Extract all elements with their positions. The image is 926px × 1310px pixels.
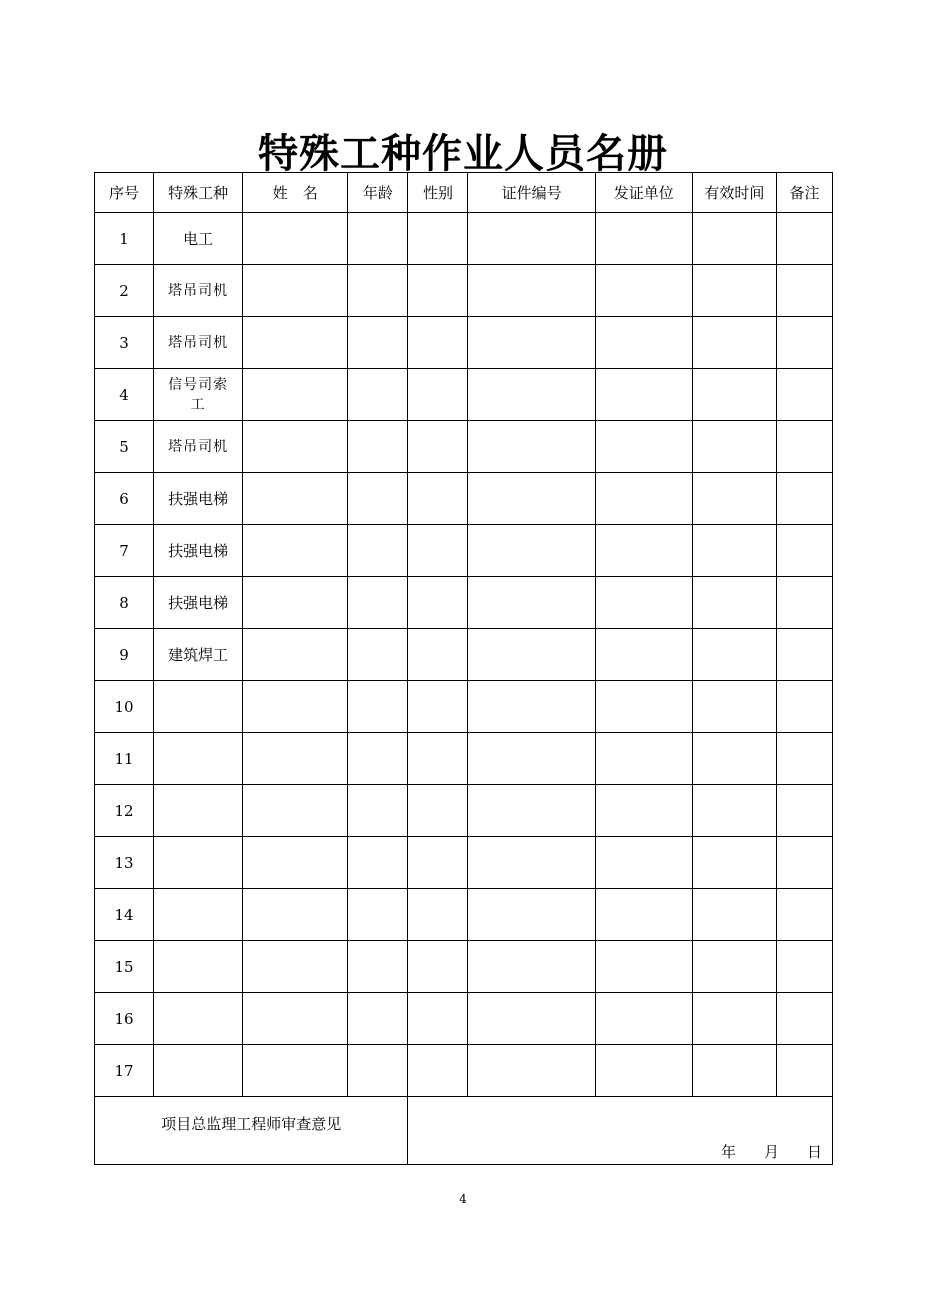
- cell-age[interactable]: [348, 213, 408, 265]
- cell-trade: 建筑焊工: [154, 629, 243, 681]
- cell-remarks[interactable]: [776, 629, 832, 681]
- cell-name[interactable]: [243, 265, 348, 317]
- cell-gender[interactable]: [408, 577, 468, 629]
- cell-no: 11: [95, 733, 154, 785]
- cell-remarks[interactable]: [776, 577, 832, 629]
- cell-gender[interactable]: [408, 629, 468, 681]
- table-row: [95, 733, 833, 785]
- cell-certificate[interactable]: [468, 577, 595, 629]
- cell-validity[interactable]: [692, 213, 776, 265]
- table-row: [95, 889, 833, 941]
- cell-remarks[interactable]: [776, 785, 832, 837]
- table-row: [95, 941, 833, 993]
- cell-age[interactable]: [348, 1045, 408, 1097]
- cell-issuer[interactable]: [595, 629, 692, 681]
- cell-no: 12: [95, 785, 154, 837]
- cell-issuer[interactable]: [595, 369, 692, 421]
- cell-issuer[interactable]: [595, 473, 692, 525]
- cell-no: 2: [95, 265, 154, 317]
- table-row: [95, 265, 833, 317]
- cell-certificate[interactable]: [468, 889, 595, 941]
- cell-trade: [154, 785, 243, 837]
- cell-remarks[interactable]: [776, 941, 832, 993]
- cell-trade: 信号司索工: [154, 369, 243, 421]
- date-month: 月: [763, 1143, 779, 1161]
- cell-age[interactable]: [348, 993, 408, 1045]
- cell-certificate[interactable]: [468, 1045, 595, 1097]
- cell-certificate[interactable]: [468, 317, 595, 369]
- page-title: 特殊工种作业人员名册: [258, 130, 668, 177]
- cell-validity[interactable]: [692, 265, 776, 317]
- cell-remarks[interactable]: [776, 369, 832, 421]
- cell-issuer[interactable]: [595, 577, 692, 629]
- cell-name[interactable]: [243, 733, 348, 785]
- cell-issuer[interactable]: [595, 837, 692, 889]
- cell-no: 9: [95, 629, 154, 681]
- review-label: 项目总监理工程师审查意见: [95, 1097, 408, 1165]
- cell-validity[interactable]: [692, 317, 776, 369]
- cell-validity[interactable]: [692, 629, 776, 681]
- cell-trade: [154, 681, 243, 733]
- cell-remarks[interactable]: [776, 317, 832, 369]
- table-row: [95, 421, 833, 473]
- cell-validity[interactable]: [692, 473, 776, 525]
- cell-name[interactable]: [243, 213, 348, 265]
- cell-issuer[interactable]: [595, 993, 692, 1045]
- cell-issuer[interactable]: [595, 889, 692, 941]
- cell-certificate[interactable]: [468, 213, 595, 265]
- cell-name[interactable]: [243, 369, 348, 421]
- table-row: [95, 473, 833, 525]
- table-row: [95, 317, 833, 369]
- cell-age[interactable]: [348, 265, 408, 317]
- cell-gender[interactable]: [408, 525, 468, 577]
- cell-certificate[interactable]: [468, 993, 595, 1045]
- cell-gender[interactable]: [408, 369, 468, 421]
- cell-issuer[interactable]: [595, 525, 692, 577]
- cell-name[interactable]: [243, 629, 348, 681]
- personnel-roster-table: [94, 172, 833, 1165]
- cell-trade: [154, 1045, 243, 1097]
- date-day: 日: [806, 1143, 822, 1161]
- table-row: [95, 837, 833, 889]
- header-remarks: 备注: [776, 173, 832, 213]
- table-row: [95, 993, 833, 1045]
- cell-remarks[interactable]: [776, 213, 832, 265]
- cell-no: 14: [95, 889, 154, 941]
- cell-remarks[interactable]: [776, 1045, 832, 1097]
- cell-name[interactable]: [243, 941, 348, 993]
- cell-issuer[interactable]: [595, 317, 692, 369]
- cell-certificate[interactable]: [468, 629, 595, 681]
- cell-trade: 电工: [154, 213, 243, 265]
- cell-no: 17: [95, 1045, 154, 1097]
- cell-issuer[interactable]: [595, 785, 692, 837]
- cell-certificate[interactable]: [468, 733, 595, 785]
- cell-validity[interactable]: [692, 785, 776, 837]
- cell-certificate[interactable]: [468, 473, 595, 525]
- cell-trade: [154, 941, 243, 993]
- header-certificate-no: 证件编号: [468, 173, 595, 213]
- cell-gender[interactable]: [408, 889, 468, 941]
- date-year: 年: [720, 1143, 736, 1161]
- cell-trade: 塔吊司机: [154, 265, 243, 317]
- review-date[interactable]: [408, 1097, 833, 1165]
- cell-name[interactable]: [243, 785, 348, 837]
- cell-certificate[interactable]: [468, 837, 595, 889]
- cell-age[interactable]: [348, 525, 408, 577]
- header-name: 姓 名: [243, 173, 348, 213]
- cell-validity[interactable]: [692, 421, 776, 473]
- cell-name[interactable]: [243, 837, 348, 889]
- table-row: [95, 369, 833, 421]
- cell-validity[interactable]: [692, 993, 776, 1045]
- table-row: [95, 525, 833, 577]
- header-issuing-unit: 发证单位: [595, 173, 692, 213]
- table-row: [95, 785, 833, 837]
- cell-age[interactable]: [348, 317, 408, 369]
- cell-age[interactable]: [348, 577, 408, 629]
- cell-trade: 塔吊司机: [154, 421, 243, 473]
- cell-no: 10: [95, 681, 154, 733]
- cell-name[interactable]: [243, 577, 348, 629]
- header-age: 年龄: [348, 173, 408, 213]
- cell-no: 13: [95, 837, 154, 889]
- cell-gender[interactable]: [408, 941, 468, 993]
- header-gender: 性别: [408, 173, 468, 213]
- cell-issuer[interactable]: [595, 213, 692, 265]
- cell-remarks[interactable]: [776, 473, 832, 525]
- cell-age[interactable]: [348, 889, 408, 941]
- cell-validity[interactable]: [692, 681, 776, 733]
- cell-gender[interactable]: [408, 213, 468, 265]
- cell-gender[interactable]: [408, 733, 468, 785]
- review-row: [95, 1097, 833, 1165]
- cell-gender[interactable]: [408, 1045, 468, 1097]
- cell-gender[interactable]: [408, 473, 468, 525]
- cell-trade: 扶强电梯: [154, 473, 243, 525]
- cell-remarks[interactable]: [776, 993, 832, 1045]
- cell-age[interactable]: [348, 681, 408, 733]
- cell-remarks[interactable]: [776, 421, 832, 473]
- header-no: 序号: [95, 173, 154, 213]
- cell-name[interactable]: [243, 1045, 348, 1097]
- cell-gender[interactable]: [408, 421, 468, 473]
- table-row: [95, 1045, 833, 1097]
- table-row: [95, 577, 833, 629]
- table-row: [95, 629, 833, 681]
- cell-age[interactable]: [348, 369, 408, 421]
- cell-trade: 扶强电梯: [154, 525, 243, 577]
- cell-name[interactable]: [243, 993, 348, 1045]
- cell-issuer[interactable]: [595, 421, 692, 473]
- table-row: [95, 681, 833, 733]
- cell-remarks[interactable]: [776, 681, 832, 733]
- cell-certificate[interactable]: [468, 941, 595, 993]
- cell-issuer[interactable]: [595, 1045, 692, 1097]
- cell-validity[interactable]: [692, 837, 776, 889]
- cell-age[interactable]: [348, 733, 408, 785]
- table-header-row: [95, 173, 833, 213]
- cell-age[interactable]: [348, 837, 408, 889]
- cell-certificate[interactable]: [468, 785, 595, 837]
- cell-certificate[interactable]: [468, 265, 595, 317]
- cell-validity[interactable]: [692, 369, 776, 421]
- cell-remarks[interactable]: [776, 889, 832, 941]
- cell-issuer[interactable]: [595, 941, 692, 993]
- table-row: [95, 213, 833, 265]
- cell-no: 3: [95, 317, 154, 369]
- cell-age[interactable]: [348, 785, 408, 837]
- cell-gender[interactable]: [408, 785, 468, 837]
- cell-validity[interactable]: [692, 733, 776, 785]
- cell-remarks[interactable]: [776, 525, 832, 577]
- cell-issuer[interactable]: [595, 265, 692, 317]
- cell-trade: [154, 889, 243, 941]
- cell-name[interactable]: [243, 473, 348, 525]
- cell-certificate[interactable]: [468, 369, 595, 421]
- header-validity: 有效时间: [692, 173, 776, 213]
- cell-gender[interactable]: [408, 317, 468, 369]
- cell-issuer[interactable]: [595, 681, 692, 733]
- cell-name[interactable]: [243, 681, 348, 733]
- cell-validity[interactable]: [692, 577, 776, 629]
- cell-name[interactable]: [243, 525, 348, 577]
- page-number: 4: [459, 1192, 467, 1206]
- cell-trade: [154, 993, 243, 1045]
- cell-name[interactable]: [243, 889, 348, 941]
- cell-no: 1: [95, 213, 154, 265]
- cell-trade: [154, 733, 243, 785]
- cell-validity[interactable]: [692, 941, 776, 993]
- cell-gender[interactable]: [408, 265, 468, 317]
- cell-no: 8: [95, 577, 154, 629]
- cell-trade: 扶强电梯: [154, 577, 243, 629]
- cell-trade: 塔吊司机: [154, 317, 243, 369]
- cell-gender[interactable]: [408, 993, 468, 1045]
- cell-no: 7: [95, 525, 154, 577]
- cell-validity[interactable]: [692, 1045, 776, 1097]
- cell-certificate[interactable]: [468, 421, 595, 473]
- cell-validity[interactable]: [692, 889, 776, 941]
- cell-name[interactable]: [243, 317, 348, 369]
- cell-certificate[interactable]: [468, 681, 595, 733]
- cell-remarks[interactable]: [776, 733, 832, 785]
- cell-validity[interactable]: [692, 525, 776, 577]
- cell-no: 6: [95, 473, 154, 525]
- cell-trade: [154, 837, 243, 889]
- header-trade: 特殊工种: [154, 173, 243, 213]
- cell-no: 16: [95, 993, 154, 1045]
- cell-gender[interactable]: [408, 837, 468, 889]
- cell-age[interactable]: [348, 629, 408, 681]
- cell-gender[interactable]: [408, 681, 468, 733]
- cell-age[interactable]: [348, 941, 408, 993]
- cell-age[interactable]: [348, 421, 408, 473]
- cell-certificate[interactable]: [468, 525, 595, 577]
- cell-remarks[interactable]: [776, 265, 832, 317]
- cell-no: 5: [95, 421, 154, 473]
- cell-age[interactable]: [348, 473, 408, 525]
- cell-no: 4: [95, 369, 154, 421]
- cell-remarks[interactable]: [776, 837, 832, 889]
- cell-no: 15: [95, 941, 154, 993]
- cell-issuer[interactable]: [595, 733, 692, 785]
- cell-name[interactable]: [243, 421, 348, 473]
